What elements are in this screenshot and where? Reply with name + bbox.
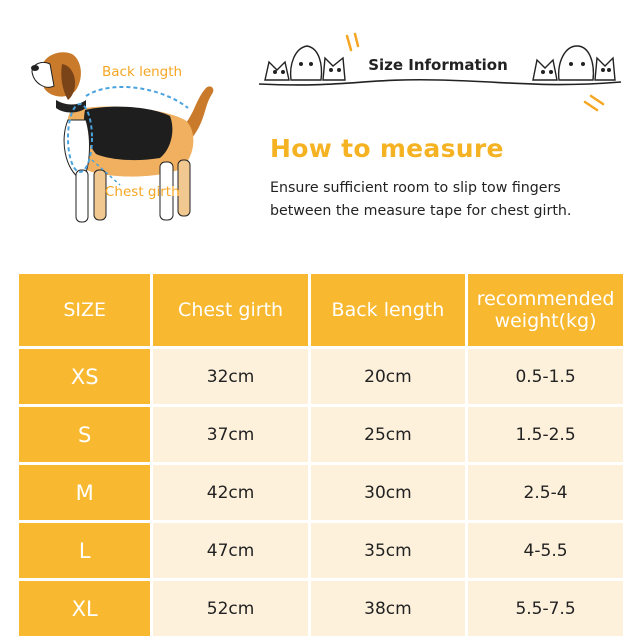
weight-cell: 0.5-1.5 (468, 349, 623, 404)
size-info-title: Size Information (368, 56, 508, 74)
pets-doodle-left (265, 46, 345, 80)
dog-front-leg (76, 170, 88, 222)
chest-cell: 52cm (153, 581, 307, 636)
chest-cell: 42cm (153, 465, 307, 520)
back-length-arrow (86, 87, 188, 108)
header-recommended-weight (468, 274, 623, 346)
size-cell: L (19, 523, 150, 578)
header-size: SIZE (19, 274, 150, 346)
dog-back-leg-2 (178, 160, 190, 216)
table-row (19, 465, 623, 520)
size-chart-table (16, 271, 626, 639)
dog-nose (31, 65, 39, 71)
table-row (19, 523, 623, 578)
weight-cell: 5.5-7.5 (468, 581, 623, 636)
size-cell: M (19, 465, 150, 520)
chest-cell: 37cm (153, 407, 307, 462)
chest-girth-label: Chest girth (105, 184, 180, 200)
how-to-measure-heading: How to measure (270, 134, 504, 163)
back-cell: 25cm (311, 407, 465, 462)
description-line-1: Ensure sufficient room to slip tow fingers (270, 180, 561, 196)
description-line-2: between the measure tape for chest girth. (270, 203, 572, 219)
header-chest-girth: Chest girth (153, 274, 307, 346)
dog-measurement-illustration (10, 20, 240, 250)
back-length-label: Back length (102, 64, 183, 80)
back-cell: 38cm (311, 581, 465, 636)
back-cell: 30cm (311, 465, 465, 520)
size-cell: XS (19, 349, 150, 404)
dog-jacket (84, 107, 172, 160)
header-weight-line: weight(kg) (494, 310, 597, 332)
header-recommended-line: recommended (476, 288, 615, 310)
table-row (19, 349, 623, 404)
weight-cell: 1.5-2.5 (468, 407, 623, 462)
header-back-length: Back length (311, 274, 465, 346)
table-row (19, 407, 623, 462)
chest-cell: 47cm (153, 523, 307, 578)
table-row (19, 581, 623, 636)
chest-cell: 32cm (153, 349, 307, 404)
pets-doodle-right (533, 46, 615, 80)
table-header-row (19, 274, 623, 346)
back-cell: 20cm (311, 349, 465, 404)
weight-cell: 2.5-4 (468, 465, 623, 520)
size-cell: XL (19, 581, 150, 636)
how-to-measure-description (270, 177, 630, 223)
size-cell: S (19, 407, 150, 462)
weight-cell: 4-5.5 (468, 523, 623, 578)
back-cell: 35cm (311, 523, 465, 578)
